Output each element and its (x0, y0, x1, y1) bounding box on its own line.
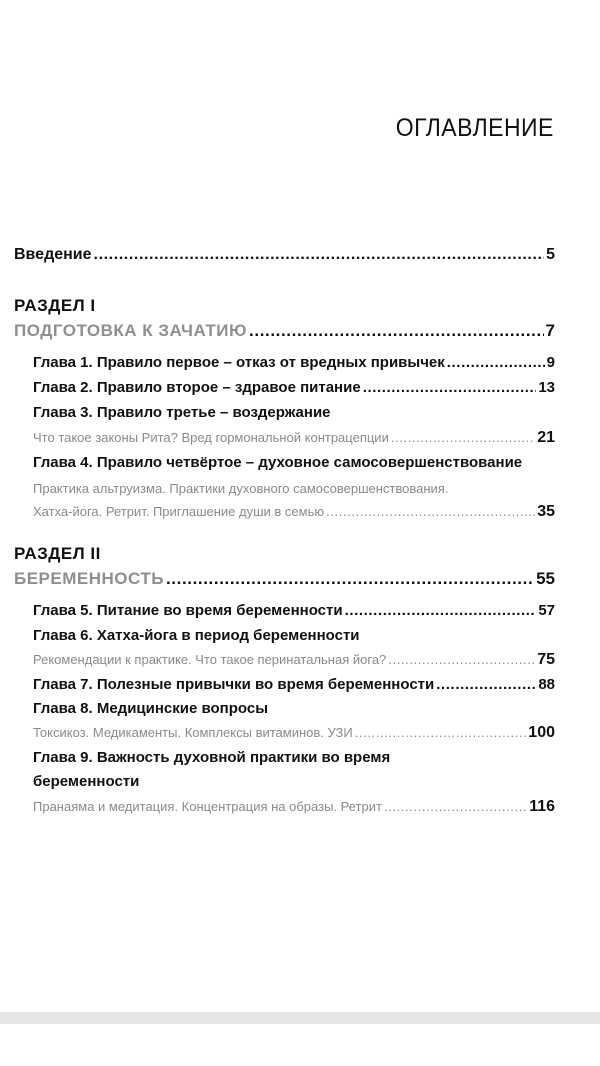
chapter-title: Глава 2. Правило второе – здравое питание (33, 379, 361, 396)
chapter-title[interactable]: Глава 9. Важность духовной практики во время (33, 749, 391, 766)
leader-dots (363, 379, 537, 396)
chapter-subtopics: Пранаяма и медитация. Концентрация на образы. Ретрит (33, 799, 382, 814)
chapter-title: Глава 7. Полезные привычки во время беременности (33, 676, 435, 693)
toc-entry-section[interactable] (14, 569, 555, 589)
chapter-subtopics: Рекомендации к практике. Что такое перинатальная йога? (33, 652, 387, 667)
toc-entry-chapter[interactable] (33, 602, 555, 619)
chapter-subtopics: Что такое законы Рита? Вред гормональной контрацепции (33, 430, 389, 445)
toc-entry-chapter[interactable] (33, 379, 555, 396)
leader-dots (345, 602, 537, 619)
toc-entry-chapter[interactable] (33, 676, 555, 693)
toc-entry-title: Введение (14, 246, 92, 263)
chapter-title[interactable]: Глава 3. Правило третье – воздержание (33, 404, 331, 421)
toc-entry-subtopics[interactable] (33, 651, 555, 669)
toc-entry-chapter[interactable] (33, 354, 555, 371)
chapter-title-continued[interactable]: беременности (33, 773, 140, 790)
toc-entry-section[interactable] (14, 321, 555, 341)
toc-entry-page: 5 (546, 246, 555, 263)
toc-entry-page: 57 (538, 602, 555, 619)
chapter-title[interactable]: Глава 6. Хатха-йога в период беременности (33, 627, 360, 644)
section-label: РАЗДЕЛ I (14, 296, 96, 315)
toc-entry-subtopics[interactable] (33, 503, 555, 521)
toc-entry-intro[interactable] (14, 246, 555, 264)
leader-dots (436, 676, 536, 693)
leader-dots (384, 799, 527, 814)
toc-entry-page: 21 (537, 429, 555, 446)
chapter-subtopics: Токсикоз. Медикаменты. Комплексы витаминов. УЗИ (33, 725, 353, 740)
leader-dots (355, 725, 527, 740)
toc-entry-subtopics[interactable] (33, 724, 555, 742)
toc-entry-subtopics[interactable] (33, 798, 555, 816)
leader-dots (94, 246, 545, 264)
toc-entry-page: 75 (537, 651, 555, 668)
chapter-title: Глава 5. Питание во время беременности (33, 602, 343, 619)
toc-entry-page: 55 (536, 569, 555, 588)
section-title: ПОДГОТОВКА К ЗАЧАТИЮ (14, 321, 248, 340)
leader-dots (166, 569, 534, 589)
leader-dots (388, 652, 535, 667)
toc-entry-page: 35 (537, 503, 555, 520)
chapter-title: Глава 1. Правило первое – отказ от вредных привычек (33, 354, 445, 371)
chapter-title[interactable]: Глава 8. Медицинские вопросы (33, 700, 269, 717)
toc-entry-page: 100 (528, 724, 555, 741)
toc-entry-page: 7 (545, 321, 555, 340)
section-title: БЕРЕМЕННОСТЬ (14, 569, 164, 588)
page-bottom-band (0, 1012, 600, 1024)
chapter-subtopics: Хатха-йога. Ретрит. Приглашение души в семью (33, 504, 325, 519)
toc-entry-page: 88 (538, 676, 555, 693)
leader-dots (249, 321, 543, 341)
section-label: РАЗДЕЛ II (14, 544, 101, 563)
page-title: ОГЛАВЛЕНИЕ (395, 114, 554, 142)
chapter-title[interactable]: Глава 4. Правило четвёртое – духовное самосовершенствование (33, 454, 523, 471)
toc-entry-page: 9 (546, 354, 555, 371)
leader-dots (391, 430, 535, 445)
chapter-subtopics: Практика альтруизма. Практики духовного самосовершенствования. (33, 481, 449, 496)
leader-dots (326, 504, 535, 519)
leader-dots (447, 354, 545, 371)
toc-entry-page: 116 (529, 798, 555, 815)
toc-entry-subtopics[interactable] (33, 429, 555, 447)
toc-entry-page: 13 (538, 379, 555, 396)
